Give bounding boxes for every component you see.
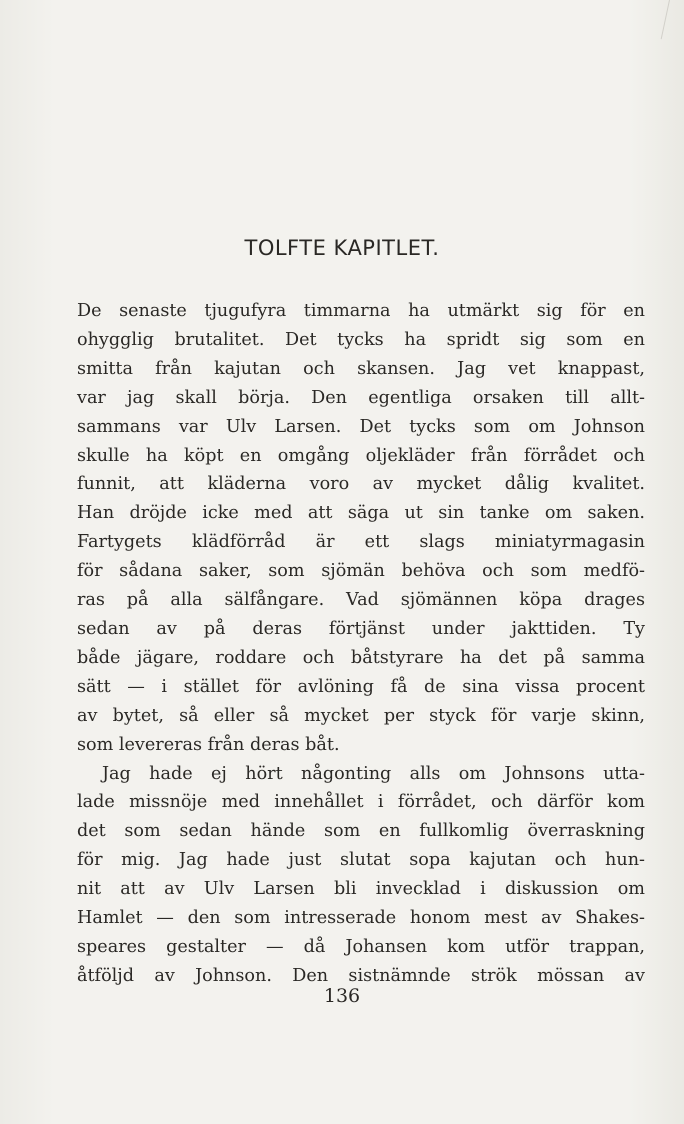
text-line: lade missnöje med innehållet i förrådet, och därför kom [77, 792, 645, 813]
text-line: funnit, att kläderna voro av mycket dålig kvalitet. [77, 474, 645, 495]
text-line: speares gestalter — då Johansen kom utför trappan, [77, 936, 645, 957]
text-line: sammans var Ulv Larsen. Det tycks som om Johnson [77, 416, 645, 437]
page-number: 136 [323, 985, 361, 1007]
text-line: för sådana saker, som sjömän behöva och som medfö- [77, 561, 645, 582]
body-text [77, 297, 645, 991]
page-edge-mark [661, 0, 670, 39]
text-line: sedan av på deras förtjänst under jakttiden. Ty [77, 618, 645, 639]
text-line: som levereras från deras båt. [77, 734, 340, 755]
text-line: ohygglig brutalitet. Det tycks ha spridt sig som en [77, 329, 645, 350]
text-line: det som sedan hände som en fullkomlig överraskning [77, 821, 645, 842]
text-line: för mig. Jag hade just slutat sopa kajutan och hun- [77, 850, 645, 871]
text-line: både jägare, roddare och båtstyrare ha det på samma [77, 647, 645, 668]
text-line: åtföljd av Johnson. Den sistnämnde strök mössan av [77, 965, 645, 986]
text-line: nit att av Ulv Larsen bli invecklad i diskussion om [77, 879, 645, 900]
text-line: Han dröjde icke med att säga ut sin tanke om saken. [77, 503, 645, 524]
text-line: var jag skall börja. Den egentliga orsaken till allt- [77, 387, 645, 408]
text-line: Jag hade ej hört någonting alls om Johnsons utta- [102, 763, 645, 784]
text-line: av bytet, så eller så mycket per styck för varje skinn, [77, 705, 645, 726]
text-line: smitta från kajutan och skansen. Jag vet knappast, [77, 358, 645, 379]
text-line: Hamlet — den som intresserade honom mest av Shakes- [77, 908, 645, 929]
chapter-title: TOLFTE KAPITLET. [244, 236, 440, 260]
text-line: skulle ha köpt en omgång oljekläder från förrådet och [77, 445, 645, 466]
text-line: De senaste tjugufyra timmarna ha utmärkt sig för en [77, 301, 645, 321]
text-line: sätt — i stället för avlöning få de sina vissa procent [77, 676, 645, 697]
text-line: Fartygets klädförråd är ett slags miniatyrmagasin [77, 532, 645, 553]
text-line: ras på alla sälfångare. Vad sjömännen köpa drages [77, 590, 645, 611]
